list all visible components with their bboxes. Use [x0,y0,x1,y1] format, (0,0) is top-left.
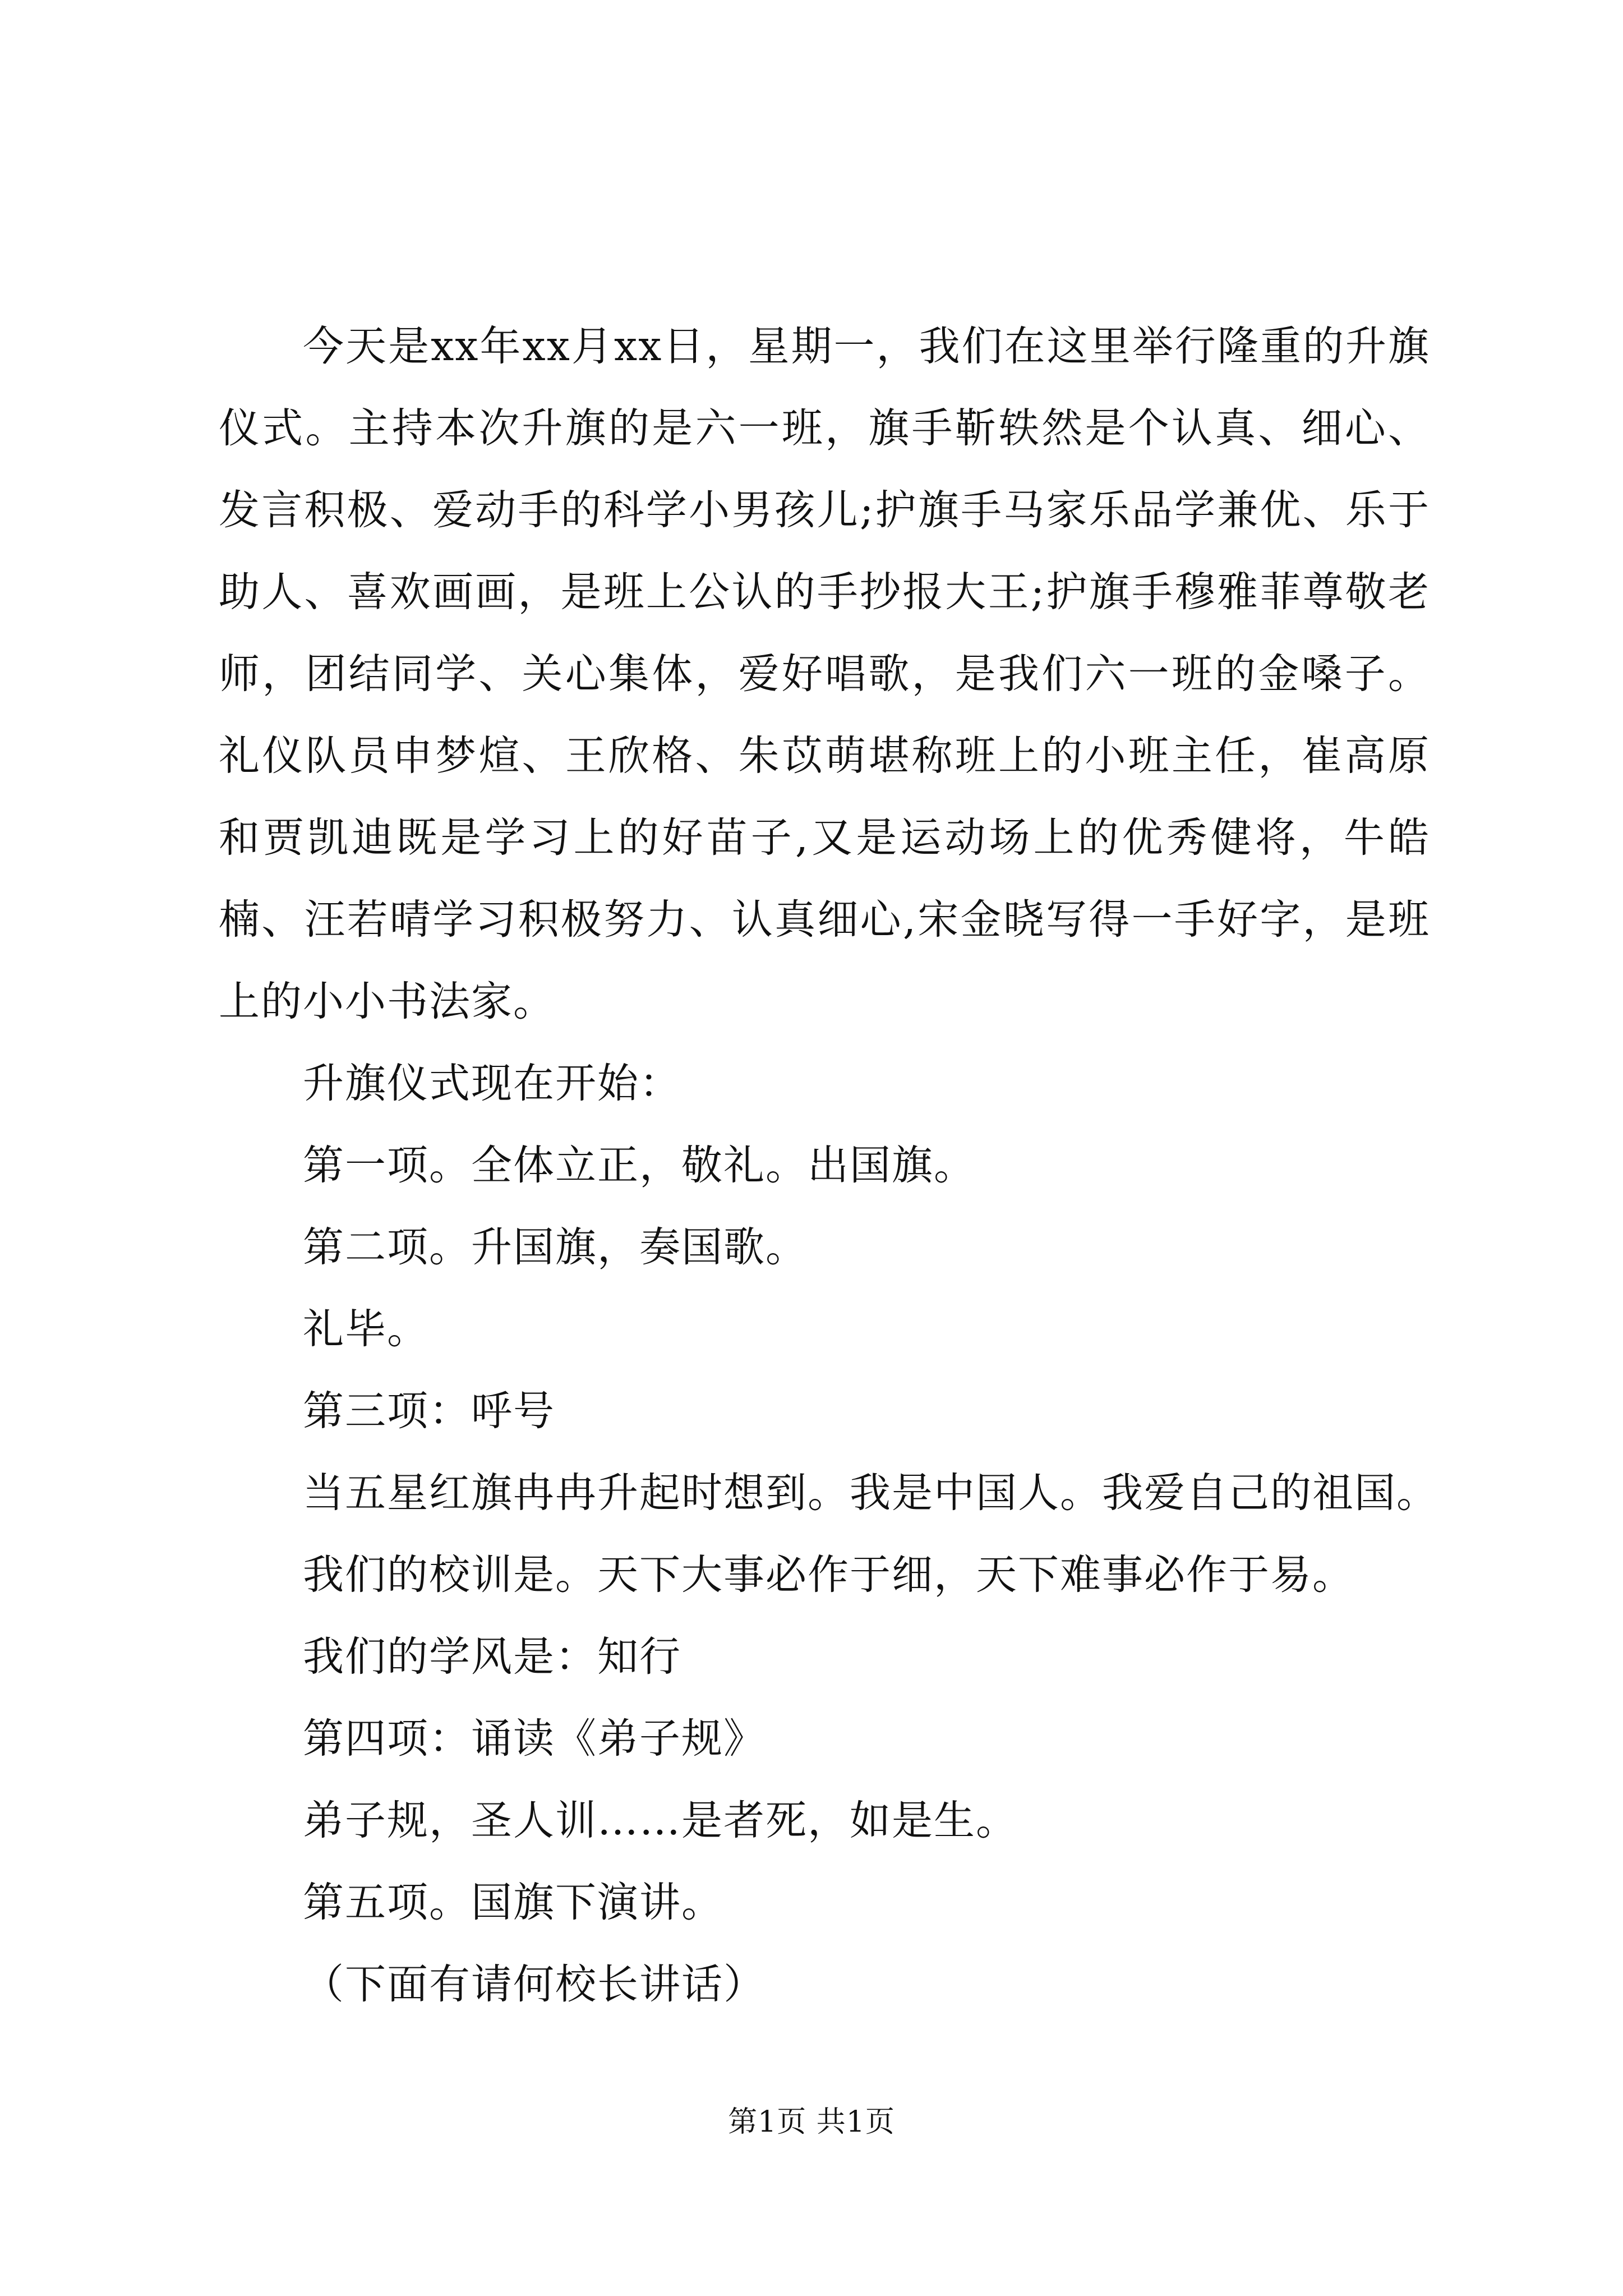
line-item-three: 第三项：呼号 [303,1387,555,1435]
line-item-five: 第五项。国旗下演讲。 [303,1879,723,1926]
document-body [219,306,1438,2026]
line-recitation: 弟子规，圣人训……是者死，如是生。 [303,1797,1018,1844]
line-study-style: 我们的学风是：知行 [303,1633,681,1681]
line-item-two: 第二项。升国旗，奏国歌。 [303,1223,808,1271]
line-salute-end: 礼毕。 [303,1305,429,1353]
intro-paragraph: 今天是xx年xx月xx日，星期一，我们在这里举行隆重的升旗仪式。主持本次升旗的是六一班，旗手靳轶然是个认真、细心、发言积极、爱动手的科学小男孩儿;护旗手马家乐品学兼优、乐于助人、喜欢画画，是班上公认的手抄报大王;护旗手穆雅菲尊敬老师，团结同学、关心集体，爱好唱歌，是我们六一班的金嗓子。礼仪队员申梦煊、王欣格、朱苡萌堪称班上的小班主任，崔高原和贾凯迪既是学习上的好苗子,又是运动场上的优秀健将，牛皓楠、汪若晴学习积极努力、认真细心,宋金晓写得一手好字，是班上的小小书法家。 [219,323,1430,1025]
line-principal-speech: （下面有请何校长讲话） [303,1961,766,2008]
line-pledge: 当五星红旗冉冉升起时想到。我是中国人。我爱自己的祖国。 [303,1469,1438,1517]
line-item-one: 第一项。全体立正，敬礼。出国旗。 [303,1142,976,1189]
line-item-four: 第四项：诵读《弟子规》 [303,1715,766,1763]
line-ceremony-start: 升旗仪式现在开始： [303,1060,681,1107]
line-school-motto: 我们的校训是。天下大事必作于细，天下难事必作于易。 [303,1551,1354,1599]
page-footer: 第1页 共1页 [728,2105,895,2139]
